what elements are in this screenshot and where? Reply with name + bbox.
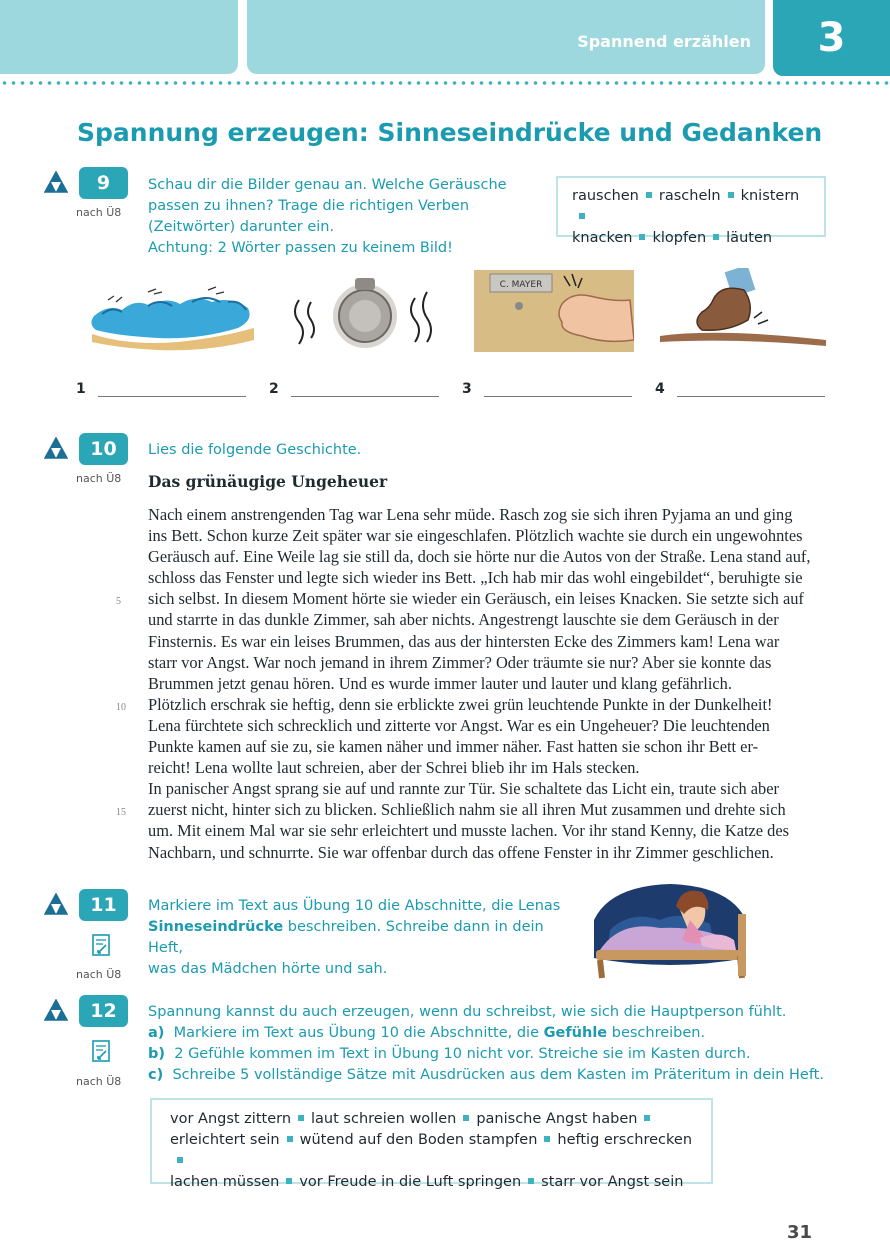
task-text: Schreibe 5 vollständige Sätze mit Ausdrücken aus dem Kasten im Präteritum in dein Heft. [172, 1067, 824, 1083]
word-chip: läuten [726, 230, 773, 246]
task-label: a) [148, 1025, 165, 1041]
story-line-5 [116, 588, 824, 609]
bullet-square-icon [646, 192, 652, 198]
bullet-square-icon [528, 1178, 534, 1184]
instruction-line: passen zu ihnen? Trage die richtigen Verben [148, 198, 470, 214]
expression-chip: wütend auf den Boden stampfen [299, 1132, 538, 1148]
story-line: Nach einem anstrengenden Tag war Lena sehr müde. Rasch zog sie sich ihren Pyjama an und ging [148, 505, 793, 524]
story-line-text: Plötzlich erschrak sie heftig, denn sie erblickte zwei grün leuchtende Punkte in der Dunkelheit! [148, 694, 773, 714]
task-label: b) [148, 1046, 166, 1062]
expression-chip: heftig erschrecken [557, 1132, 693, 1148]
boot-stepping-on-twig-illustration [658, 268, 828, 350]
story-line: Finsternis. Es war ein leises Brummen, das aus der hintersten Ecke des Zimmers kam! Lena war [148, 631, 780, 651]
story-line: Nachbarn, und schnurrte. Sie war offenbar durch das offene Fenster in ihr Zimmer geschlichen. [148, 842, 774, 862]
bullet-square-icon [644, 1115, 650, 1121]
instruction-line: Schau dir die Bilder genau an. Welche Geräusche [148, 177, 507, 193]
story-line: Geräusch auf. Eine Weile lag sie still da, doch sie hörte nur die Autos von der Straße. Lena stand auf, [148, 547, 811, 567]
instruction-text: beschreiben. Schreibe dann in dein Heft, [148, 919, 544, 956]
answer-line[interactable] [98, 396, 246, 397]
answer-slot-2 [269, 381, 439, 399]
difficulty-pyramid-icon [44, 437, 68, 459]
expression-chip: laut schreien wollen [311, 1111, 457, 1127]
exercise-12-instruction [148, 1002, 828, 1086]
header-tab-left [0, 0, 238, 74]
story-text [116, 504, 824, 863]
sea-waves-illustration [88, 282, 258, 352]
page-number: 31 [786, 1222, 812, 1243]
word-chip: rauschen [572, 188, 639, 204]
bullet-square-icon [298, 1115, 304, 1121]
word-chip: knistern [740, 188, 800, 204]
line-number: 10 [116, 701, 126, 713]
door-knock-illustration [474, 270, 634, 352]
task-text: beschreiben. [607, 1025, 706, 1041]
expression-row [170, 1109, 693, 1130]
line-number: 5 [116, 596, 121, 608]
exercise-11-number: 11 [79, 889, 128, 921]
dotted-divider [0, 80, 890, 86]
instruction-line: Spannung kannst du auch erzeugen, wenn du schreibst, wie sich die Hauptperson fühlt. [148, 1004, 787, 1020]
story-line: und starrte in das dunkle Zimmer, sah aber nichts. Angestrengt lauschte sie dem Geräusch in der [148, 610, 779, 630]
line-number: 15 [116, 807, 126, 819]
word-chip: knacken [572, 230, 633, 246]
girl-in-bed-illustration [590, 880, 750, 980]
story-line: In panischer Angst sprang sie auf und rannte zur Tür. Sie schaltete das Licht ein, traute sich aber [148, 779, 779, 799]
answer-line[interactable] [484, 396, 632, 397]
exercise-11-instruction [148, 896, 568, 980]
bullet-square-icon [286, 1178, 292, 1184]
answer-number: 3 [462, 381, 472, 397]
bullet-square-icon [728, 192, 734, 198]
story-line: reicht! Lena wollte laut schreien, aber der Schrei blieb ihr im Hals stecken. [148, 758, 640, 778]
bullet-square-icon [544, 1136, 550, 1142]
door-sign-text: C. MAYER [499, 280, 543, 290]
answer-line[interactable] [677, 396, 825, 397]
page-title: Spannung erzeugen: Sinneseindrücke und Gedanken [77, 118, 823, 147]
answer-number: 1 [76, 381, 86, 397]
answer-slot-4 [655, 381, 825, 399]
task-label: c) [148, 1067, 164, 1083]
bullet-square-icon [713, 234, 719, 240]
story-line-text: zuerst nicht, hinter sich zu blicken. Schließlich nahm sie all ihren Mut zusammen und drehte sich [148, 800, 786, 820]
story-line: Punkte kamen auf sie zu, sie kamen näher und immer näher. Fast hatten sie schon ihr Bett er- [148, 737, 759, 757]
word-chip: klopfen [652, 230, 707, 246]
story-line-text: sich selbst. In diesem Moment hörte sie wieder ein Geräusch, ein leises Knacken. Sie setzte sich auf [148, 589, 804, 609]
story-line: schloss das Fenster und legte sich wieder ins Bett. „Ich hab mir das wohl eingebildet“, beruhigte sie [148, 568, 803, 588]
difficulty-pyramid-icon [44, 893, 68, 915]
task-text: 2 Gefühle kommen im Text in Übung 10 nicht vor. Streiche sie im Kasten durch. [174, 1046, 751, 1062]
difficulty-pyramid-icon [44, 999, 68, 1021]
word-box-expressions [150, 1098, 713, 1190]
story-title: Das grünäugige Ungeheuer [148, 472, 388, 491]
story-line: ins Bett. Schon kurze Zeit später war sie eingeschlafen. Plötzlich wachte sie durch ein ungewohntes [148, 526, 803, 546]
answer-number: 4 [655, 381, 665, 397]
expression-chip: vor Angst zittern [170, 1111, 292, 1127]
answer-slot-3 [462, 381, 632, 399]
task-c [148, 1065, 828, 1086]
exercise-11-ref: nach Ü8 [76, 968, 122, 981]
header-tab-center [247, 0, 765, 74]
word-row [572, 186, 810, 228]
answer-number: 2 [269, 381, 279, 397]
answer-slot-1 [76, 381, 246, 399]
instruction-line: (Zeitwörter) darunter ein. [148, 219, 335, 235]
expression-chip: vor Freude in die Luft springen [299, 1174, 522, 1190]
expression-row [170, 1172, 693, 1193]
bullet-square-icon [579, 213, 585, 219]
chapter-number: 3 [773, 0, 890, 76]
task-text: Markiere im Text aus Übung 10 die Abschnitte, die [173, 1025, 544, 1041]
exercise-12-ref: nach Ü8 [76, 1075, 122, 1088]
expression-chip: panische Angst haben [476, 1111, 638, 1127]
exercise-9-number: 9 [79, 167, 128, 199]
notebook-write-icon [90, 933, 112, 957]
bullet-square-icon [177, 1157, 183, 1163]
expression-chip: lachen müssen [170, 1174, 280, 1190]
bullet-square-icon [463, 1115, 469, 1121]
ringing-bell-illustration [285, 270, 445, 362]
expression-chip: erleichtert sein [170, 1132, 280, 1148]
story-line: starr vor Angst. War noch jemand in ihrem Zimmer? Oder träumte sie nur? Aber sie konnte das [148, 652, 772, 672]
exercise-9-instruction [148, 175, 548, 259]
instruction-line: Markiere im Text aus Übung 10 die Abschnitte, die Lenas [148, 898, 561, 914]
exercise-10-instruction: Lies die folgende Geschichte. [148, 442, 362, 458]
bullet-square-icon [639, 234, 645, 240]
bullet-square-icon [287, 1136, 293, 1142]
exercise-10-ref: nach Ü8 [76, 472, 122, 485]
task-b [148, 1044, 828, 1065]
notebook-write-icon [90, 1039, 112, 1063]
emphasis-text: Gefühle [543, 1025, 608, 1041]
story-line: Lena fürchtete sich schrecklich und zitterte vor Angst. War es ein Ungeheuer? Die leuchtenden [148, 715, 770, 735]
exercise-9-ref: nach Ü8 [76, 206, 122, 219]
story-line-15 [116, 799, 824, 820]
difficulty-pyramid-icon [44, 171, 68, 193]
answer-line[interactable] [291, 396, 439, 397]
expression-chip: starr vor Angst sein [541, 1174, 684, 1190]
instruction-line [148, 917, 568, 959]
chapter-title: Spannend erzählen [577, 32, 751, 51]
instruction-line: Achtung: 2 Wörter passen zu keinem Bild! [148, 240, 453, 256]
story-line-10 [116, 694, 824, 715]
emphasis-text: Sinneseindrücke [148, 919, 284, 935]
word-chip: rascheln [658, 188, 721, 204]
story-line: Brummen jetzt genau hören. Und es wurde immer lauter und lauter und klang gefährlich. [148, 673, 732, 693]
task-a [148, 1023, 828, 1044]
instruction-line: was das Mädchen hörte und sah. [148, 961, 388, 977]
expression-row [170, 1130, 693, 1172]
exercise-10-number: 10 [79, 433, 128, 465]
word-row [572, 228, 810, 249]
exercise-12-number: 12 [79, 995, 128, 1027]
word-box-verbs [556, 176, 826, 246]
story-line: um. Mit einem Mal war sie sehr erleichtert und musste lachen. Vor ihr stand Kenny, die Katze des [148, 821, 790, 841]
